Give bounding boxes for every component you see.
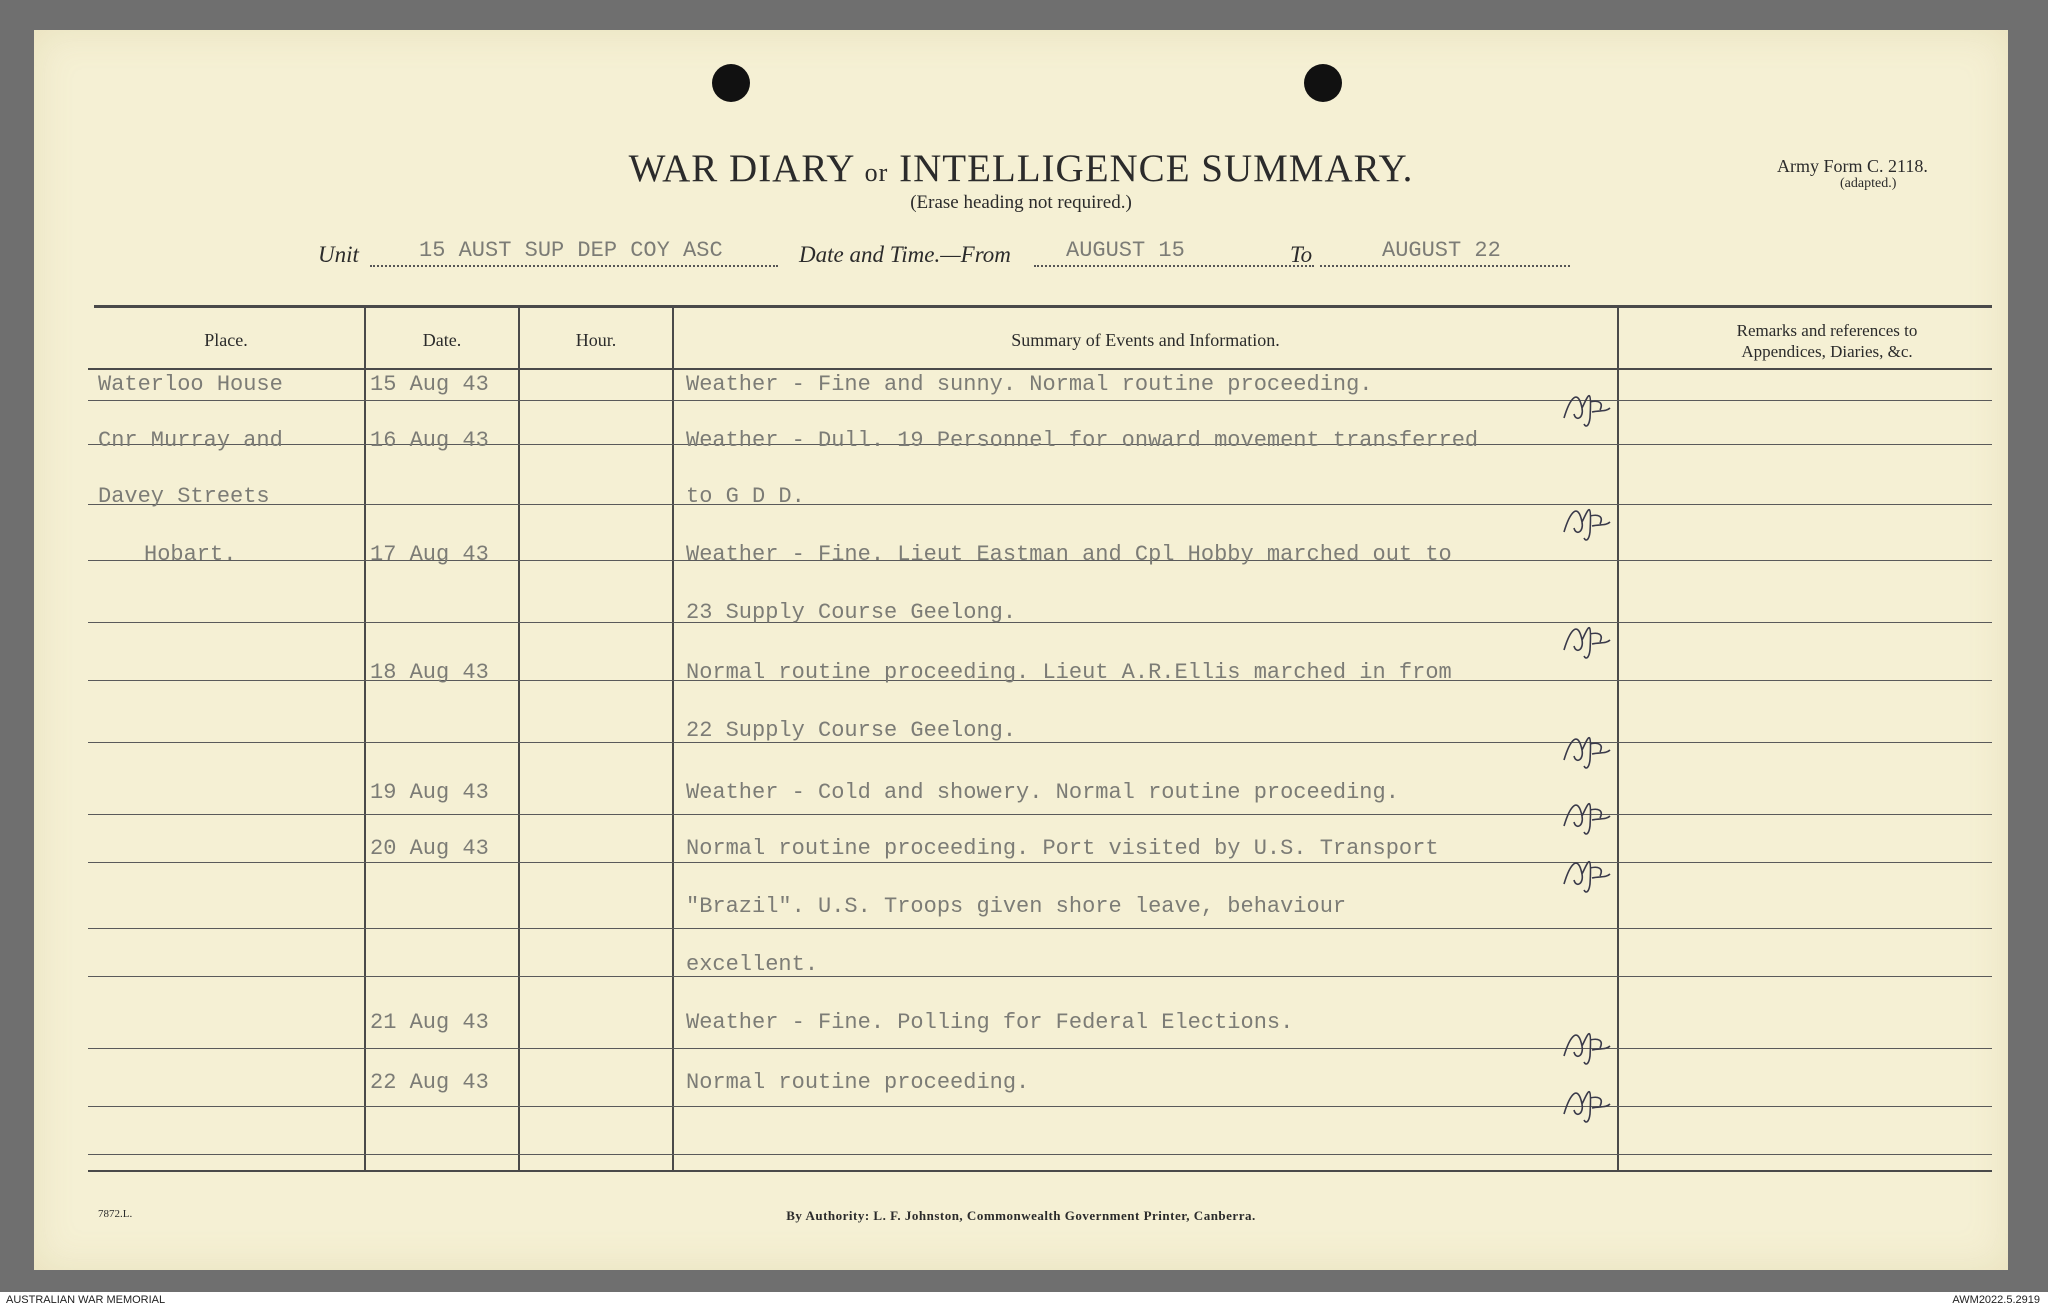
column-header-remarks	[1662, 320, 1992, 362]
row-summary: "Brazil". U.S. Troops given shore leave, behaviour	[686, 894, 1347, 919]
row-place: Davey Streets	[98, 484, 270, 509]
credit-right: AWM2022.5.2919	[1952, 1294, 2040, 1306]
column-header-summary: Summary of Events and Information.	[1011, 330, 1280, 350]
title-or: or	[864, 158, 889, 187]
row-rule	[88, 504, 1992, 505]
from-value: AUGUST 15	[1066, 238, 1185, 263]
row-rule	[88, 400, 1992, 401]
row-rule	[88, 622, 1992, 623]
row-date: 15 Aug 43	[370, 372, 489, 397]
row-rule	[88, 1154, 1992, 1155]
initials-signature-icon	[1556, 720, 1616, 772]
printer-authority: By Authority: L. F. Johnston, Commonwealth Government Printer, Canberra.	[786, 1208, 1256, 1223]
row-rule	[88, 862, 1992, 863]
row-date: 19 Aug 43	[370, 780, 489, 805]
row-summary: Normal routine proceeding. Lieut A.R.Ellis marched in from	[686, 660, 1452, 685]
row-summary: Weather - Fine and sunny. Normal routine proceeding.	[686, 372, 1373, 397]
initials-signature-icon	[1556, 378, 1616, 430]
row-rule	[88, 742, 1992, 743]
column-divider-place	[364, 308, 366, 1170]
punch-hole-right	[1304, 64, 1342, 102]
archive-credit-bar	[0, 1292, 2048, 1310]
row-place: Cnr Murray and	[98, 428, 283, 453]
row-summary: Normal routine proceeding. Port visited by U.S. Transport	[686, 836, 1439, 861]
column-divider-hour	[672, 308, 674, 1170]
initials-signature-icon	[1556, 1016, 1616, 1068]
row-date: 16 Aug 43	[370, 428, 489, 453]
page-subtitle: (Erase heading not required.)	[910, 192, 1132, 213]
row-place: Hobart.	[144, 542, 237, 567]
army-form-note: (adapted.)	[1840, 176, 1897, 191]
row-summary: to G D D.	[686, 484, 805, 509]
form-number: 7872.L.	[98, 1208, 133, 1220]
from-dotted-line	[1034, 265, 1314, 267]
row-date: 20 Aug 43	[370, 836, 489, 861]
row-summary: Weather - Fine. Lieut Eastman and Cpl Hobby marched out to	[686, 542, 1452, 567]
table-top-rule	[94, 305, 1992, 308]
row-summary: Weather - Fine. Polling for Federal Elections.	[686, 1010, 1294, 1035]
column-divider-summary	[1617, 308, 1619, 1170]
diary-sheet	[34, 30, 2008, 1270]
date-time-label: Date and Time.—From	[799, 242, 1011, 267]
table-bottom-rule	[88, 1170, 1992, 1172]
title-main: WAR DIARY	[628, 147, 854, 190]
row-summary: excellent.	[686, 952, 819, 977]
title-rest: INTELLIGENCE SUMMARY.	[899, 147, 1414, 190]
row-summary: Weather - Cold and showery. Normal routine proceeding.	[686, 780, 1399, 805]
column-header-hour: Hour.	[575, 330, 617, 350]
row-rule	[88, 928, 1992, 929]
initials-signature-icon	[1556, 844, 1616, 896]
row-summary: Weather - Dull. 19 Personnel for onward movement transferred	[686, 428, 1479, 453]
row-rule	[88, 976, 1992, 977]
row-date: 21 Aug 43	[370, 1010, 489, 1035]
row-place: Waterloo House	[98, 372, 283, 397]
row-rule	[88, 814, 1992, 815]
row-summary: 23 Supply Course Geelong.	[686, 600, 1017, 625]
unit-label: Unit	[318, 242, 359, 267]
row-date: 22 Aug 43	[370, 1070, 489, 1095]
army-form-label: Army Form C. 2118.	[1777, 156, 1928, 176]
initials-signature-icon	[1556, 1074, 1616, 1126]
row-date: 17 Aug 43	[370, 542, 489, 567]
unit-dotted-line	[370, 265, 778, 267]
row-rule	[88, 1048, 1992, 1049]
unit-value: 15 AUST SUP DEP COY ASC	[419, 238, 723, 263]
header-bottom-rule	[88, 368, 1992, 370]
initials-signature-icon	[1556, 786, 1616, 838]
credit-left: AUSTRALIAN WAR MEMORIAL	[6, 1294, 166, 1306]
row-date: 18 Aug 43	[370, 660, 489, 685]
row-summary: Normal routine proceeding.	[686, 1070, 1030, 1095]
to-value: AUGUST 22	[1382, 238, 1501, 263]
page-title	[34, 146, 2008, 191]
remarks-header-line1: Remarks and references to	[1736, 321, 1918, 340]
to-label: To	[1290, 242, 1313, 267]
row-rule	[88, 1106, 1992, 1107]
column-header-place: Place.	[204, 330, 248, 350]
initials-signature-icon	[1556, 610, 1616, 662]
remarks-header-line2: Appendices, Diaries, &c.	[1741, 342, 1913, 361]
row-summary: 22 Supply Course Geelong.	[686, 718, 1017, 743]
punch-hole-left	[712, 64, 750, 102]
initials-signature-icon	[1556, 492, 1616, 544]
column-divider-date	[518, 308, 520, 1170]
to-dotted-line	[1320, 265, 1570, 267]
column-header-date: Date.	[422, 330, 462, 350]
